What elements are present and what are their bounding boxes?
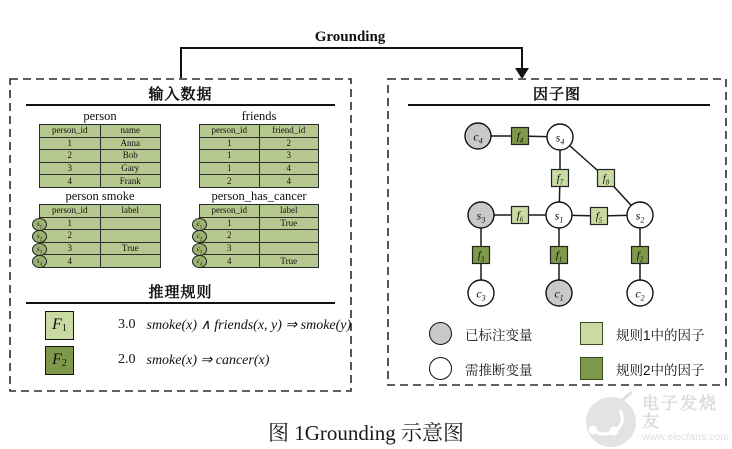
factor-node-f2 [632,247,649,264]
table-cell: Gary [100,162,161,175]
table-cell: 1 [200,217,260,230]
svg-text:f6: $f_6$ [516,209,524,224]
legend-label: 已标注变量 [465,327,533,343]
table-cell: 1 [200,137,260,150]
rule-f1 [45,310,352,340]
legend-label: 规则2中的因子 [616,362,705,378]
watermark [584,390,732,448]
table-cell [259,242,319,255]
title-underline [26,302,335,304]
rule-formula: smoke(x) ∧ friends(x, y) ⇒ smoke(y) [146,317,352,333]
table-row [200,150,319,163]
column-header: name [100,125,161,138]
rule-weight: 2.0 [118,352,136,367]
data-table-friends [199,124,319,188]
row-badge-c2: $c_2$ [192,230,207,243]
watermark-url: www.elecfans.com [642,431,729,443]
legend-label: 需推断变量 [465,362,533,378]
table-row [40,230,161,243]
table-block-person [39,109,161,188]
svg-text:f7: $f_7$ [556,172,564,187]
table-cell: 2 [40,230,101,243]
svg-text:s4: $s_4$ [555,130,565,147]
table-cell: 3 [40,162,101,175]
table-cell: 4 [259,162,319,175]
legend-item [429,316,580,351]
table-row [40,162,161,175]
rule-box-F2: F $_2$ [45,346,74,375]
table-row [40,150,161,163]
column-header: person_id [200,205,260,218]
svg-text:f4: $f_4$ [516,130,524,145]
data-table-person_has_cancer [199,204,319,268]
table-cell: 2 [259,137,319,150]
elecfans-logo-icon [584,390,637,448]
table-row [200,230,319,243]
table-cell: 3 [259,150,319,163]
watermark-brand: 电子发烧友 [642,394,719,431]
table-cell: True [259,255,319,268]
figure-caption: 图 1Grounding 示意图 [268,421,464,445]
factor-graph-panel [387,78,727,386]
svg-text:s2: $s_2$ [635,208,645,225]
table-cell: True [259,217,319,230]
table-row [200,217,319,230]
table-row [200,137,319,150]
rule-f2 [45,345,346,375]
table-cell: 1 [200,162,260,175]
legend-dark-square-icon [580,357,603,380]
svg-text:s1: $s_1$ [554,208,564,225]
table-cell: 3 [200,242,260,255]
factor-node-f1 [551,247,568,264]
variable-node-c1 [546,280,572,306]
variable-node-s4 [547,124,573,150]
legend-white-circle-icon [429,357,452,380]
svg-text:f8: $f_8$ [602,172,610,187]
legend-label: 规则1中的因子 [616,327,705,343]
grounding-arrow-label: Grounding [314,29,386,45]
variable-node-c2 [627,280,653,306]
table-cell [100,255,161,268]
table-cell: Frank [100,175,161,188]
table-cell: 2 [200,230,260,243]
factor-node-f3 [473,247,490,264]
variable-node-c3 [468,280,494,306]
variable-node-s3 [468,202,494,228]
table-row [40,255,161,268]
table-title-friends: friends [241,109,277,123]
table-cell: 2 [40,150,101,163]
table-row [40,175,161,188]
svg-text:f3: $f_3$ [477,249,485,264]
column-header: label [100,205,161,218]
svg-text:f5: $f_5$ [595,210,603,225]
table-title-person-has-cancer: person_has_cancer [211,189,307,203]
variable-node-c4 [465,123,491,149]
factor-node-f7 [552,170,569,187]
variable-node-s2 [627,202,653,228]
row-badge-s1: $s_1$ [32,218,47,231]
table-row [40,137,161,150]
row-badge-c3: $c_3$ [192,243,207,256]
legend-gray-circle-icon [429,322,452,345]
table-cell: Bob [100,150,161,163]
row-badge-c1: $c_1$ [192,218,207,231]
row-badge-s4: $s_4$ [32,255,47,268]
factor-graph-title: 因子图 [532,86,581,103]
table-row [40,217,161,230]
title-underline [26,104,335,106]
column-header: person_id [40,125,101,138]
table-cell: 4 [40,175,101,188]
table-cell: 2 [200,175,260,188]
table-cell [259,230,319,243]
table-row [200,175,319,188]
svg-text:c4: $c_4$ [473,129,483,146]
table-cell: 1 [200,150,260,163]
table-row [200,242,319,255]
column-header: friend_id [259,125,319,138]
svg-text:f1: $f_1$ [555,249,563,264]
legend-light-square-icon [580,322,603,345]
legend-item [429,351,580,386]
table-cell [100,217,161,230]
table-block-friends [199,109,319,188]
data-table-person [39,124,161,188]
legend-item [580,316,705,351]
svg-text:s3: $s_3$ [476,208,486,225]
table-block-person-has-cancer [196,189,319,268]
legend-item [580,351,705,386]
svg-text:c2: $c_2$ [635,286,645,303]
table-cell: Anna [100,137,161,150]
table-cell: 4 [40,255,101,268]
table-row [200,162,319,175]
table-cell: True [100,242,161,255]
variable-node-s1 [546,202,572,228]
row-badge-s2: $s_2$ [32,230,47,243]
input-data-title: 输入数据 [148,86,213,103]
factor-node-f4 [512,128,529,145]
factor-node-f6 [512,207,529,224]
table-cell: 1 [40,217,101,230]
table-title-person: person [83,109,117,123]
table-cell: 4 [259,175,319,188]
factor-node-f5 [591,208,608,225]
table-block-person-smoke [36,189,161,268]
rule-weight: 3.0 [118,317,136,332]
svg-text:c1: $c_1$ [554,286,564,303]
row-badge-c4: $c_4$ [192,255,207,268]
inference-rules-title: 推理规则 [148,284,213,301]
column-header: person_id [200,125,260,138]
table-cell: 3 [40,242,101,255]
table-title-person-smoke: person smoke [65,189,135,203]
table-cell: 1 [40,137,101,150]
rule-box-F1: F $_1$ [45,311,74,340]
column-header: person_id [40,205,101,218]
table-cell: 4 [200,255,260,268]
svg-text:c3: $c_3$ [476,286,486,303]
legend [429,316,705,386]
factor-node-f8 [598,170,615,187]
row-badge-s3: $s_3$ [32,243,47,256]
table-row [200,255,319,268]
rules-list [45,310,352,380]
input-data-panel [9,78,352,392]
rule-formula: smoke(x) ⇒ cancer(x) [146,352,270,368]
data-table-person-smoke [39,204,161,268]
table-cell [100,230,161,243]
column-header: label [259,205,319,218]
table-row [40,242,161,255]
svg-text:f2: $f_2$ [636,249,644,264]
